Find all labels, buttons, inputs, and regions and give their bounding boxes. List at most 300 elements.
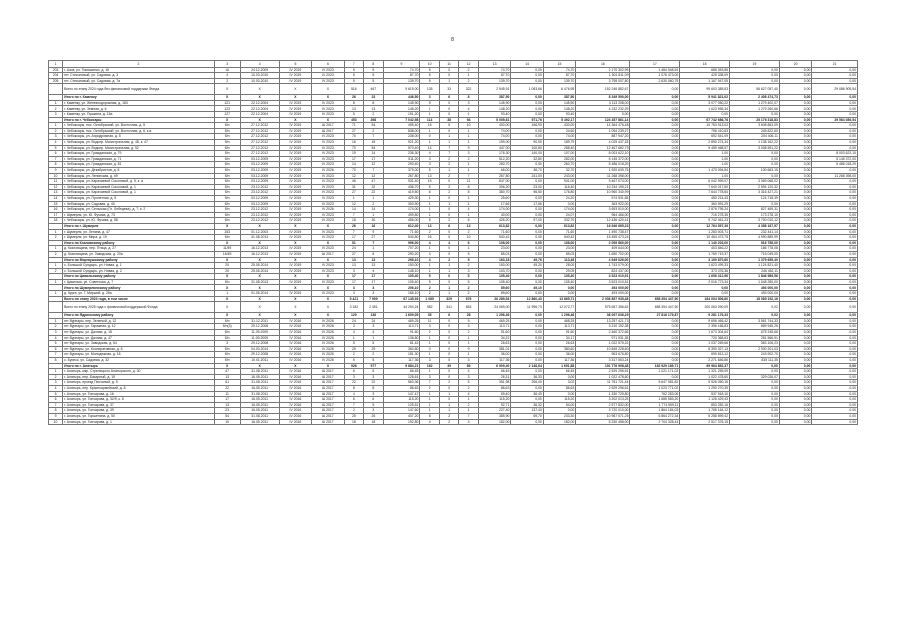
- table-cell: 4 029 437,18: [576, 140, 630, 146]
- table-cell: 0,00: [730, 408, 780, 414]
- table-cell: IV 2023: [312, 173, 344, 179]
- table-cell: 0,00: [779, 324, 811, 330]
- table-cell: б/н: [214, 145, 240, 151]
- table-cell: IV 2023: [312, 190, 344, 196]
- table-cell: 298,10: [383, 257, 420, 263]
- table-cell: 5: [420, 218, 439, 224]
- table-cell: 3: [459, 374, 478, 380]
- table-cell: IV 2016: [279, 358, 311, 364]
- table-cell: 4 949 026,00: [576, 257, 630, 263]
- table-cell: б/н: [214, 128, 240, 134]
- table-cell: 1: [459, 112, 478, 118]
- table-cell: 18: [344, 218, 363, 224]
- table-cell: 12 436 420,41: [576, 218, 630, 224]
- table-cell: 1: [459, 397, 478, 403]
- table-cell: 29 564 089,54: [812, 117, 858, 123]
- row-index-cell: 9: [49, 413, 63, 419]
- row-index-cell: 3: [49, 330, 63, 336]
- table-cell: 5 145 372,00: [576, 156, 630, 162]
- table-cell: 11 996,73: [511, 302, 543, 313]
- table-cell: Х: [214, 363, 240, 369]
- table-cell: 1 774 559,11: [630, 402, 680, 408]
- table-cell: 74,70: [478, 67, 510, 73]
- table-cell: 166,10: [383, 291, 420, 297]
- table-cell: 129: [344, 313, 363, 319]
- table-cell: 13 865,71: [543, 296, 575, 302]
- table-cell: IV 2019: [279, 179, 311, 185]
- table-cell: 260,70: [543, 162, 575, 168]
- address-cell: г. Чебоксары, ул. Садовая, д. 40: [63, 201, 215, 207]
- table-cell: б/н: [214, 335, 240, 341]
- table-cell: 5: [344, 67, 363, 73]
- table-cell: 145,90: [383, 100, 420, 106]
- table-cell: 25,60: [478, 195, 510, 201]
- table-cell: 0,00: [730, 151, 780, 157]
- table-cell: 1: [459, 341, 478, 347]
- table-cell: 540,42: [543, 235, 575, 241]
- table-cell: 93,40: [478, 112, 510, 118]
- table-cell: 692 541,09: [680, 134, 730, 140]
- table-cell: 0,00: [630, 123, 680, 129]
- table-cell: 363 106,23: [730, 341, 780, 347]
- table-cell: 3: [344, 285, 363, 291]
- table-cell: 136,80: [383, 335, 420, 341]
- column-number: 4: [240, 61, 279, 68]
- table-cell: 1 470 094,84: [680, 168, 730, 174]
- table-cell: 2: [459, 402, 478, 408]
- table-cell: б/н: [214, 318, 240, 324]
- table-cell: 468,25: [543, 318, 575, 324]
- table-cell: IV 2023: [312, 100, 344, 106]
- table-cell: 456,00: [383, 218, 420, 224]
- table-cell: 887 947,20: [576, 134, 630, 140]
- table-cell: 0: [439, 274, 458, 280]
- table-cell: 4: [420, 240, 439, 246]
- table-cell: IV 2019: [279, 235, 311, 241]
- table-cell: 2: [364, 201, 383, 207]
- table-cell: 13: [344, 106, 363, 112]
- table-cell: 1 037 269,66: [680, 341, 730, 347]
- table-cell: IV 2023: [312, 246, 344, 252]
- row-index-cell: 16: [49, 207, 63, 213]
- address-cell: с. Буинск, ул. Садовая, д. 32: [63, 358, 215, 364]
- table-cell: 3 523 010,51: [576, 274, 630, 280]
- table-cell: 14: [364, 151, 383, 157]
- table-cell: 1: [459, 195, 478, 201]
- table-cell: IV 2026: [312, 330, 344, 336]
- table-cell: 29.12.2008: [240, 352, 279, 358]
- table-cell: 31.08.2011: [240, 380, 279, 386]
- address-cell: г. Чебоксары, ул. Карачаевой Соколовой, д. 5, к. а: [63, 179, 215, 185]
- table-cell: 1 022 575,22: [576, 341, 630, 347]
- table-cell: 0,00: [812, 302, 858, 313]
- column-number: 19: [730, 61, 780, 68]
- row-index-cell: 1: [49, 291, 63, 297]
- table-cell: 0,00: [630, 324, 680, 330]
- table-cell: 0,00: [730, 391, 780, 397]
- table-cell: 0,00: [779, 263, 811, 269]
- table-cell: 0,00: [630, 251, 680, 257]
- table-cell: 3: [420, 251, 439, 257]
- table-cell: 0,00: [630, 156, 680, 162]
- table-cell: 36,00: [543, 352, 575, 358]
- table-cell: 140,00: [511, 151, 543, 157]
- table-cell: б/н: [214, 134, 240, 140]
- table-cell: 136: [364, 313, 383, 319]
- table-cell: IV 2016: [279, 330, 311, 336]
- table-cell: 387,50: [543, 95, 575, 101]
- table-cell: 54: [214, 413, 240, 419]
- table-cell: IV 2016: [279, 380, 311, 386]
- table-cell: 0,00: [812, 100, 858, 106]
- row-index-cell: 18: [49, 218, 63, 224]
- table-cell: 0,00: [812, 67, 858, 73]
- table-cell: 2: [439, 184, 458, 190]
- table-cell: 0,00: [812, 184, 858, 190]
- table-cell: 2 517 376,15: [680, 419, 730, 425]
- table-cell: 206,40: [511, 380, 543, 386]
- table-cell: Х: [312, 223, 344, 229]
- table-cell: 0: [439, 330, 458, 336]
- table-cell: 3 608 863,09: [730, 123, 780, 129]
- table-cell: IV 2016: [279, 352, 311, 358]
- table-cell: 1: [420, 268, 439, 274]
- table-cell: IV 2019: [279, 251, 311, 257]
- row-index-cell: 10: [49, 173, 63, 179]
- table-cell: 0,00: [812, 397, 858, 403]
- table-cell: Х: [279, 313, 311, 319]
- table-cell: 0,00: [812, 246, 858, 252]
- table-cell: 1: [420, 112, 439, 118]
- table-cell: 29,09: [543, 268, 575, 274]
- table-cell: 16.05.2011: [240, 374, 279, 380]
- table-cell: 1: [459, 73, 478, 79]
- table-cell: 9: [459, 346, 478, 352]
- table-cell: 1 864 184,03: [630, 408, 680, 414]
- table-cell: 0,00: [779, 419, 811, 425]
- table-cell: 430,00: [543, 123, 575, 129]
- table-cell: 0,00: [812, 78, 858, 84]
- table-cell: 3 069 068,02: [730, 179, 780, 185]
- table-cell: 2: [344, 408, 363, 414]
- table-cell: 0,00: [812, 413, 858, 419]
- column-number: 6: [312, 61, 344, 68]
- table-cell: 0: [439, 279, 458, 285]
- table-cell: 0: [439, 195, 458, 201]
- table-cell: 4: [420, 419, 439, 425]
- table-cell: IV 2023: [312, 134, 344, 140]
- table-cell: 675 245,66: [730, 330, 780, 336]
- table-cell: 0,00: [630, 257, 680, 263]
- table-cell: 31: [344, 184, 363, 190]
- table-cell: 0,00: [511, 223, 543, 229]
- row-index-cell: 10: [49, 419, 63, 425]
- table-cell: 16.05.2011: [240, 397, 279, 403]
- table-cell: Х: [214, 223, 240, 229]
- table-cell: 152 246 882,67: [576, 84, 630, 95]
- table-cell: 3: [459, 268, 478, 274]
- table-cell: 0,00: [630, 112, 680, 118]
- address-cell: г. Чебоксары, пос. Октябрьский, ул. Восточная, д. 5: [63, 123, 215, 129]
- table-cell: Х: [214, 84, 240, 95]
- table-cell: 0,00: [779, 296, 811, 302]
- table-cell: 0,00: [730, 380, 780, 386]
- table-cell: 4: [420, 151, 439, 157]
- table-cell: 3 720 010,00: [576, 408, 630, 414]
- address-cell: Итого по Козловскому району: [63, 240, 215, 246]
- table-cell: 381,01: [478, 346, 510, 352]
- table-cell: 17: [344, 274, 363, 280]
- table-cell: 71,60: [478, 229, 510, 235]
- table-cell: 87,70: [478, 73, 510, 79]
- table-cell: 5: [420, 279, 439, 285]
- row-index-cell: 2: [49, 324, 63, 330]
- table-cell: 6 864 272,34: [630, 413, 680, 419]
- table-cell: 6: [420, 190, 439, 196]
- table-cell: IV 2026: [312, 352, 344, 358]
- table-cell: 13: [459, 223, 478, 229]
- table-cell: 658 394 447,50: [630, 296, 680, 302]
- table-cell: 0,00: [779, 268, 811, 274]
- row-index-cell: 204: [49, 73, 63, 79]
- table-cell: 1 063,66: [511, 84, 543, 95]
- table-cell: 1 846 989,56: [730, 274, 780, 280]
- table-cell: 0,00: [630, 184, 680, 190]
- table-cell: 1 696 312,96: [680, 274, 730, 280]
- table-cell: IV 2023: [312, 291, 344, 297]
- table-cell: 03.12.2009: [240, 195, 279, 201]
- table-cell: 0,00: [779, 291, 811, 297]
- row-index-cell: 7: [49, 156, 63, 162]
- table-cell: б/н: [214, 173, 240, 179]
- table-cell: 1 138 162,22: [730, 140, 780, 146]
- table-cell: IV 2019: [279, 184, 311, 190]
- row-index-cell: 2: [49, 235, 63, 241]
- table-cell: 27.12.2012: [240, 134, 279, 140]
- table-cell: 13: [364, 257, 383, 263]
- table-cell: 71: [344, 123, 363, 129]
- table-cell: 31.08.2011: [240, 413, 279, 419]
- table-cell: Ш 2017: [312, 374, 344, 380]
- table-cell: 0,00: [779, 162, 811, 168]
- table-cell: 0,00: [812, 73, 858, 79]
- table-cell: 03.12.2009: [240, 156, 279, 162]
- table-cell: 14: [344, 162, 363, 168]
- table-cell: 4: [459, 106, 478, 112]
- table-cell: 2 460 372,66: [576, 330, 630, 336]
- table-cell: 0,00: [812, 274, 858, 280]
- table-cell: 74,00: [478, 134, 510, 140]
- address-cell: пгт Вурнары, ул. Дачная, д. 47: [63, 335, 215, 341]
- table-cell: 10.03.2010: [240, 78, 279, 84]
- table-cell: 31.12.2011: [240, 318, 279, 324]
- table-cell: 0,00: [779, 151, 811, 157]
- table-cell: IV 2019: [279, 112, 311, 118]
- table-cell: 115,20: [383, 397, 420, 403]
- table-cell: 0,00: [812, 335, 858, 341]
- table-cell: 1 743 079,00: [576, 263, 630, 269]
- table-cell: 5: [344, 73, 363, 79]
- table-cell: 1 283 003,71: [680, 229, 730, 235]
- table-cell: 0,00: [779, 100, 811, 106]
- table-cell: 7: [459, 173, 478, 179]
- table-cell: 0,00: [511, 240, 543, 246]
- table-cell: 0,00: [511, 67, 543, 73]
- table-cell: 835 111,35: [730, 358, 780, 364]
- table-cell: 2: [420, 285, 439, 291]
- table-cell: 676: [459, 296, 478, 302]
- table-cell: 92,71: [478, 402, 510, 408]
- address-cell: Итого по Шумерлинскому району: [63, 285, 215, 291]
- address-cell: с. Большой Сундырь, ул. Новая, д. 1: [63, 263, 215, 269]
- table-cell: 5 941 821,02: [680, 95, 730, 101]
- table-cell: 0,00: [543, 391, 575, 397]
- table-cell: 5: [364, 67, 383, 73]
- table-cell: б/н: [214, 140, 240, 146]
- table-cell: 1: [439, 140, 458, 146]
- table-cell: 49,20: [511, 263, 543, 269]
- subtotal-row: [49, 84, 858, 95]
- table-cell: 184 004 506,80: [680, 296, 730, 302]
- row-index-cell: 5: [49, 391, 63, 397]
- table-cell: 32: [364, 184, 383, 190]
- table-cell: 613,82: [478, 223, 510, 229]
- table-cell: 7: [344, 402, 363, 408]
- table-cell: 113,71: [478, 324, 510, 330]
- table-cell: 27: [344, 251, 363, 257]
- table-cell: 2: [459, 156, 478, 162]
- table-cell: 996,00: [383, 240, 420, 246]
- table-cell: 70: [344, 134, 363, 140]
- table-cell: 5: [364, 358, 383, 364]
- table-cell: 613,82: [543, 223, 575, 229]
- table-cell: 89,60: [478, 285, 510, 291]
- table-cell: 0,00: [779, 173, 811, 179]
- table-cell: 5: [344, 112, 363, 118]
- table-cell: 0,00: [511, 162, 543, 168]
- table-cell: IV 2023: [312, 184, 344, 190]
- table-cell: 191 776 908,48: [576, 363, 630, 369]
- table-cell: 1: [420, 195, 439, 201]
- table-cell: 13: [364, 263, 383, 269]
- table-cell: 0,00: [511, 358, 543, 364]
- table-cell: Х: [279, 363, 311, 369]
- table-cell: 447,00: [478, 145, 510, 151]
- table-cell: Х: [312, 84, 344, 95]
- table-cell: 0,00: [812, 296, 858, 302]
- subtotal-row: [49, 302, 858, 313]
- table-cell: 6 476,95: [543, 84, 575, 95]
- table-cell: 25 176 318,83: [730, 117, 780, 123]
- row-index-cell: 4: [49, 140, 63, 146]
- table-cell: 116,40: [543, 184, 575, 190]
- row-index-cell: 3: [49, 134, 63, 140]
- table-cell: IV 2023: [312, 279, 344, 285]
- table-cell: 1 673 304,64: [680, 330, 730, 336]
- table-cell: 1 124 821,40: [730, 263, 780, 269]
- table-cell: 1: [439, 134, 458, 140]
- table-cell: 0,00: [730, 173, 780, 179]
- column-number: 13: [478, 61, 510, 68]
- table-cell: IV 2019: [279, 168, 311, 174]
- table-cell: 495,40: [383, 123, 420, 129]
- row-index-cell: 5: [49, 341, 63, 347]
- table-cell: 0,00: [630, 335, 680, 341]
- table-cell: 5: [459, 380, 478, 386]
- table-cell: 5: [364, 78, 383, 84]
- table-cell: 3,02: [543, 380, 575, 386]
- table-cell: 69,40: [478, 391, 510, 397]
- table-cell: 10 753 913,02: [680, 123, 730, 129]
- address-cell: пгт Вурнары, ул. Заводская, д. 54: [63, 341, 215, 347]
- table-cell: 0,00: [630, 268, 680, 274]
- table-cell: Х: [312, 117, 344, 123]
- table-cell: 186 778,08: [730, 246, 780, 252]
- table-cell: б/н: [214, 212, 240, 218]
- table-cell: 0,00: [779, 330, 811, 336]
- table-cell: 93,40: [543, 112, 575, 118]
- table-cell: 0,00: [630, 145, 680, 151]
- column-number: 2: [63, 61, 215, 68]
- table-cell: 387,50: [478, 95, 510, 101]
- row-index-cell: 1: [49, 229, 63, 235]
- table-cell: 91,60: [478, 330, 510, 336]
- table-cell: 94: [459, 117, 478, 123]
- table-cell: 16.05.2011: [240, 419, 279, 425]
- table-cell: 0,00: [511, 212, 543, 218]
- table-cell: 0,00: [511, 274, 543, 280]
- table-cell: 1: [420, 207, 439, 213]
- table-cell: 2: [439, 173, 458, 179]
- table-cell: Х: [279, 95, 311, 101]
- table-cell: 0,00: [630, 106, 680, 112]
- table-cell: 22: [364, 190, 383, 196]
- table-cell: 85,03: [543, 251, 575, 257]
- table-cell: 450 214,43: [680, 195, 730, 201]
- table-cell: 17: [344, 156, 363, 162]
- table-cell: 400,00: [478, 123, 510, 129]
- table-cell: 0,00: [779, 352, 811, 358]
- table-cell: 10: [214, 419, 240, 425]
- table-cell: 5: [364, 73, 383, 79]
- table-cell: IV 2016: [279, 408, 311, 414]
- table-cell: 827 469,31: [730, 207, 780, 213]
- table-cell: 23.12.2012: [240, 218, 279, 224]
- table-cell: 90,90: [511, 140, 543, 146]
- table-cell: 0,00: [511, 134, 543, 140]
- table-cell: 0,00: [630, 285, 680, 291]
- table-cell: 8: [459, 190, 478, 196]
- table-cell: 574 931,85: [576, 195, 630, 201]
- table-cell: 0,00: [779, 123, 811, 129]
- table-cell: 1 765 164,12: [680, 408, 730, 414]
- table-cell: 10: [459, 235, 478, 241]
- table-cell: 1 023 771,02: [630, 385, 680, 391]
- table-cell: 67 145,93: [383, 296, 420, 302]
- table-cell: 869 945,26: [730, 324, 780, 330]
- table-cell: 1 126 429,43: [680, 397, 730, 403]
- table-cell: 0,00: [812, 324, 858, 330]
- table-cell: 17: [364, 279, 383, 285]
- table-cell: 87,70: [383, 73, 420, 79]
- table-cell: IV 2019: [279, 73, 311, 79]
- table-cell: 329: [439, 296, 458, 302]
- table-cell: 35: [420, 313, 439, 319]
- row-index-cell: 1: [49, 123, 63, 129]
- table-cell: 0,00: [511, 128, 543, 134]
- table-cell: 03.12.2009: [240, 201, 279, 207]
- table-cell: 0,00: [779, 391, 811, 397]
